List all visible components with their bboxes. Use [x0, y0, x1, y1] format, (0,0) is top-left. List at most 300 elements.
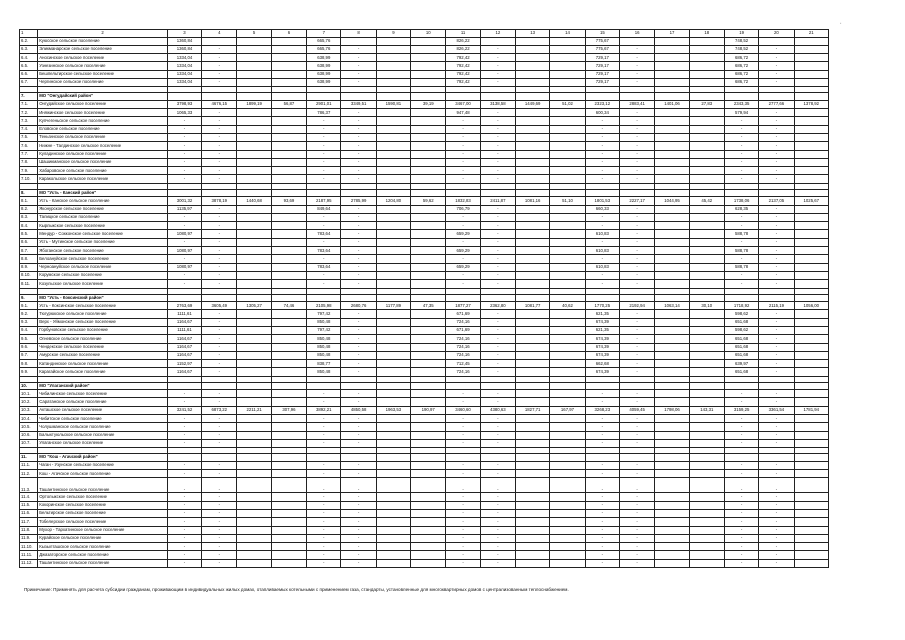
- row-number: 10.1.: [20, 390, 38, 398]
- value-cell: -: [480, 255, 515, 263]
- settlement-name: Горбуновское сельское поселение: [38, 326, 168, 334]
- value-cell: [237, 45, 271, 53]
- value-cell: -: [167, 543, 201, 551]
- value-cell: [794, 390, 828, 398]
- value-cell: [376, 271, 410, 279]
- value-cell: [237, 543, 271, 551]
- value-cell: 775,67: [585, 37, 619, 45]
- value-cell: [689, 263, 724, 271]
- value-cell: [271, 142, 306, 150]
- table-row: [20, 335, 829, 343]
- value-cell: -: [202, 213, 237, 221]
- value-cell: 1738,06: [724, 197, 758, 205]
- value-cell: -: [619, 335, 654, 343]
- column-number: 7: [307, 30, 341, 38]
- value-cell: 1111,61: [167, 310, 201, 318]
- value-cell: -: [724, 518, 758, 526]
- value-cell: -: [202, 431, 237, 439]
- value-cell: [411, 205, 446, 213]
- value-cell: 47,35: [411, 302, 446, 310]
- value-cell: [376, 255, 410, 263]
- value-cell: 1334,04: [167, 62, 201, 70]
- value-cell: [689, 509, 724, 517]
- value-cell: 588,78: [724, 247, 758, 255]
- settlement-name: Мендур - Сокконское сельское поселение: [38, 230, 168, 238]
- settlement-name: Амурское сельское поселение: [38, 351, 168, 359]
- value-cell: [655, 368, 689, 376]
- value-cell: -: [724, 470, 758, 478]
- value-cell: [376, 390, 410, 398]
- settlement-name: Белоануйское сельское поселение: [38, 255, 168, 263]
- column-number: 8: [341, 30, 376, 38]
- value-cell: 1305,27: [237, 302, 271, 310]
- value-cell: 6873,22: [202, 406, 237, 414]
- value-cell: -: [724, 158, 758, 166]
- value-cell: 1590,81: [376, 100, 410, 108]
- empty-cell: [480, 454, 515, 462]
- value-cell: -: [480, 142, 515, 150]
- value-cell: 2105,98: [307, 302, 341, 310]
- value-cell: -: [202, 280, 237, 288]
- settlement-name: Черноануйское сельское поселение: [38, 263, 168, 271]
- row-number: 10.6.: [20, 431, 38, 439]
- value-cell: -: [446, 439, 480, 447]
- value-cell: [550, 222, 585, 230]
- value-cell: [550, 318, 585, 326]
- value-cell: [271, 238, 306, 246]
- empty-cell: [724, 382, 758, 390]
- empty-cell: [619, 189, 654, 197]
- value-cell: [550, 509, 585, 517]
- value-cell: -: [585, 478, 619, 493]
- value-cell: -: [446, 509, 480, 517]
- settlement-name: Саратанское сельское поселение: [38, 398, 168, 406]
- value-cell: -: [446, 398, 480, 406]
- value-cell: -: [307, 526, 341, 534]
- settlement-name: Бешпельтирское сельское поселение: [38, 70, 168, 78]
- value-cell: -: [619, 70, 654, 78]
- value-cell: -: [724, 559, 758, 567]
- value-cell: -: [619, 360, 654, 368]
- value-cell: -: [619, 158, 654, 166]
- value-cell: 4850,58: [341, 406, 376, 414]
- value-cell: -: [759, 78, 794, 86]
- value-cell: -: [585, 158, 619, 166]
- value-cell: -: [307, 125, 341, 133]
- row-number: 9.8.: [20, 360, 38, 368]
- value-cell: [411, 247, 446, 255]
- value-cell: 3138,58: [480, 100, 515, 108]
- value-cell: -: [759, 390, 794, 398]
- value-cell: -: [480, 335, 515, 343]
- value-cell: [411, 351, 446, 359]
- value-cell: [237, 62, 271, 70]
- value-cell: -: [341, 461, 376, 469]
- table-row: [20, 45, 829, 53]
- value-cell: -: [202, 509, 237, 517]
- value-cell: 1204,80: [376, 197, 410, 205]
- value-cell: -: [480, 351, 515, 359]
- value-cell: -: [307, 390, 341, 398]
- value-cell: -: [619, 343, 654, 351]
- value-cell: [411, 222, 446, 230]
- value-cell: 1164,67: [167, 335, 201, 343]
- value-cell: [655, 398, 689, 406]
- value-cell: 797,42: [307, 310, 341, 318]
- value-cell: -: [202, 360, 237, 368]
- value-cell: -: [446, 493, 480, 501]
- value-cell: [271, 54, 306, 62]
- value-cell: -: [480, 415, 515, 423]
- value-cell: [655, 255, 689, 263]
- value-cell: 748,52: [724, 45, 758, 53]
- value-cell: -: [619, 255, 654, 263]
- value-cell: [550, 117, 585, 125]
- value-cell: 190,97: [411, 406, 446, 414]
- value-cell: [550, 133, 585, 141]
- value-cell: 686,72: [724, 54, 758, 62]
- value-cell: -: [759, 158, 794, 166]
- value-cell: -: [480, 551, 515, 559]
- value-cell: [516, 263, 550, 271]
- value-cell: 40,62: [550, 302, 585, 310]
- settlement-name: Куюсское сельское поселение: [38, 37, 168, 45]
- empty-cell: [794, 382, 828, 390]
- value-cell: [689, 255, 724, 263]
- value-cell: [237, 125, 271, 133]
- value-cell: 1781,94: [794, 406, 828, 414]
- value-cell: [550, 423, 585, 431]
- value-cell: [516, 493, 550, 501]
- value-cell: [516, 551, 550, 559]
- empty-cell: [585, 189, 619, 197]
- value-cell: -: [585, 398, 619, 406]
- value-cell: -: [480, 360, 515, 368]
- value-cell: -: [167, 431, 201, 439]
- value-cell: [689, 280, 724, 288]
- value-cell: -: [724, 117, 758, 125]
- value-cell: [411, 470, 446, 478]
- value-cell: -: [480, 493, 515, 501]
- value-cell: -: [724, 255, 758, 263]
- empty-cell: [202, 294, 237, 302]
- value-cell: [376, 247, 410, 255]
- table-row: [20, 150, 829, 158]
- value-cell: -: [759, 431, 794, 439]
- value-cell: [794, 255, 828, 263]
- value-cell: [376, 461, 410, 469]
- value-cell: [655, 335, 689, 343]
- value-cell: [550, 559, 585, 567]
- table-row: [20, 559, 829, 567]
- value-cell: 665,76: [307, 45, 341, 53]
- value-cell: [237, 518, 271, 526]
- row-number: 11.3.: [20, 478, 38, 493]
- value-cell: 51,10: [550, 197, 585, 205]
- value-cell: [655, 158, 689, 166]
- value-cell: -: [759, 213, 794, 221]
- value-cell: -: [341, 343, 376, 351]
- settlement-name: Усть - Мутинское сельское поселение: [38, 238, 168, 246]
- settlement-name: Чолушманское сельское поселение: [38, 423, 168, 431]
- value-cell: -: [480, 559, 515, 567]
- value-cell: [794, 238, 828, 246]
- table-row: [20, 263, 829, 271]
- value-cell: [794, 158, 828, 166]
- value-cell: 651,68: [724, 318, 758, 326]
- value-cell: -: [446, 222, 480, 230]
- value-cell: 1135,97: [167, 205, 201, 213]
- empty-cell: [550, 382, 585, 390]
- value-cell: -: [307, 493, 341, 501]
- value-cell: [411, 310, 446, 318]
- settlement-name: Курайское сельское поселение: [38, 534, 168, 542]
- value-cell: [411, 423, 446, 431]
- value-cell: 1440,68: [237, 197, 271, 205]
- value-cell: -: [341, 534, 376, 542]
- value-cell: -: [480, 54, 515, 62]
- value-cell: -: [446, 423, 480, 431]
- value-cell: [271, 62, 306, 70]
- empty-cell: [480, 382, 515, 390]
- value-cell: [271, 423, 306, 431]
- empty-cell: [480, 189, 515, 197]
- value-cell: -: [619, 62, 654, 70]
- value-cell: [376, 351, 410, 359]
- value-cell: -: [759, 493, 794, 501]
- empty-cell: [271, 93, 306, 101]
- value-cell: [689, 551, 724, 559]
- value-cell: -: [167, 213, 201, 221]
- empty-cell: [411, 382, 446, 390]
- table-row: [20, 167, 829, 175]
- value-cell: -: [619, 518, 654, 526]
- value-cell: [237, 360, 271, 368]
- value-cell: [271, 478, 306, 493]
- value-cell: [689, 271, 724, 279]
- value-cell: 3878,19: [202, 197, 237, 205]
- value-cell: 674,39: [585, 368, 619, 376]
- empty-cell: [411, 294, 446, 302]
- value-cell: [689, 351, 724, 359]
- value-cell: [516, 390, 550, 398]
- value-cell: -: [202, 45, 237, 53]
- value-cell: [237, 238, 271, 246]
- table-row: [20, 133, 829, 141]
- value-cell: -: [167, 150, 201, 158]
- settlement-name: Аносинское сельское поселение: [38, 54, 168, 62]
- value-cell: [411, 230, 446, 238]
- value-cell: [794, 326, 828, 334]
- value-cell: [794, 175, 828, 183]
- empty-cell: [585, 294, 619, 302]
- value-cell: 598,62: [724, 310, 758, 318]
- value-cell: -: [759, 238, 794, 246]
- table-row: [20, 543, 829, 551]
- value-cell: -: [585, 150, 619, 158]
- settlement-name: Чаган - Узунское сельское поселение: [38, 461, 168, 469]
- value-cell: [411, 543, 446, 551]
- row-number: 8.7.: [20, 247, 38, 255]
- value-cell: -: [307, 501, 341, 509]
- value-cell: 3605,49: [202, 302, 237, 310]
- value-cell: -: [759, 501, 794, 509]
- value-cell: [655, 78, 689, 86]
- value-cell: 167,97: [550, 406, 585, 414]
- value-cell: -: [759, 280, 794, 288]
- value-cell: 638,99: [307, 62, 341, 70]
- district-title: МО "Онгудайский район": [38, 93, 168, 101]
- value-cell: [237, 167, 271, 175]
- value-cell: 1164,67: [167, 318, 201, 326]
- empty-cell: [271, 382, 306, 390]
- value-cell: [689, 222, 724, 230]
- value-cell: -: [480, 230, 515, 238]
- settlement-name: Корумское сельское поселение: [38, 271, 168, 279]
- value-cell: [411, 37, 446, 45]
- value-cell: [689, 534, 724, 542]
- value-cell: -: [202, 461, 237, 469]
- value-cell: -: [724, 431, 758, 439]
- value-cell: -: [307, 222, 341, 230]
- empty-cell: [689, 294, 724, 302]
- value-cell: -: [202, 133, 237, 141]
- column-number: 6: [271, 30, 306, 38]
- value-cell: -: [341, 351, 376, 359]
- empty-cell: [341, 294, 376, 302]
- row-number: 8.9.: [20, 263, 38, 271]
- value-cell: 638,99: [307, 54, 341, 62]
- value-cell: 1111,61: [167, 326, 201, 334]
- value-cell: -: [446, 534, 480, 542]
- value-cell: -: [202, 78, 237, 86]
- value-cell: 1832,83: [446, 197, 480, 205]
- value-cell: -: [202, 175, 237, 183]
- value-cell: -: [480, 501, 515, 509]
- value-cell: -: [585, 534, 619, 542]
- value-cell: -: [480, 271, 515, 279]
- value-cell: 671,69: [446, 326, 480, 334]
- value-cell: -: [167, 398, 201, 406]
- table-row: [20, 117, 829, 125]
- value-cell: [411, 551, 446, 559]
- value-cell: -: [202, 559, 237, 567]
- value-cell: -: [341, 205, 376, 213]
- empty-cell: [202, 189, 237, 197]
- value-cell: -: [619, 142, 654, 150]
- settlement-name: Огневское сельское поселение: [38, 335, 168, 343]
- value-cell: 1164,67: [167, 351, 201, 359]
- column-number: 10: [411, 30, 446, 38]
- value-cell: 2211,21: [237, 406, 271, 414]
- value-cell: [202, 37, 237, 45]
- value-cell: -: [341, 117, 376, 125]
- district-number: 10.: [20, 382, 38, 390]
- value-cell: [689, 70, 724, 78]
- empty-cell: [341, 382, 376, 390]
- value-cell: [655, 133, 689, 141]
- value-cell: -: [759, 222, 794, 230]
- table-row: [20, 351, 829, 359]
- value-cell: [550, 501, 585, 509]
- value-cell: -: [202, 109, 237, 117]
- corner-mark: ‧: [840, 21, 842, 27]
- value-cell: [655, 37, 689, 45]
- value-cell: [794, 509, 828, 517]
- value-cell: [550, 518, 585, 526]
- value-cell: -: [619, 423, 654, 431]
- value-cell: -: [724, 133, 758, 141]
- value-cell: 1401,06: [655, 100, 689, 108]
- row-number: 7.8.: [20, 158, 38, 166]
- value-cell: [516, 109, 550, 117]
- value-cell: 786,37: [307, 109, 341, 117]
- value-cell: 1164,67: [167, 343, 201, 351]
- value-cell: -: [341, 133, 376, 141]
- value-cell: [655, 439, 689, 447]
- value-cell: -: [202, 70, 237, 78]
- value-cell: -: [307, 398, 341, 406]
- value-cell: -: [619, 318, 654, 326]
- value-cell: [237, 368, 271, 376]
- value-cell: [237, 415, 271, 423]
- value-cell: [550, 326, 585, 334]
- value-cell: -: [480, 158, 515, 166]
- value-cell: [237, 431, 271, 439]
- value-cell: [237, 534, 271, 542]
- value-cell: 4676,15: [202, 100, 237, 108]
- value-cell: -: [341, 335, 376, 343]
- value-cell: 1063,14: [655, 302, 689, 310]
- table-row: [20, 390, 829, 398]
- value-cell: [271, 263, 306, 271]
- empty-cell: [446, 93, 480, 101]
- value-cell: [550, 470, 585, 478]
- value-cell: -: [585, 461, 619, 469]
- value-cell: 724,16: [446, 335, 480, 343]
- value-cell: [271, 222, 306, 230]
- value-cell: [480, 37, 515, 45]
- value-cell: -: [759, 230, 794, 238]
- value-cell: [271, 230, 306, 238]
- value-cell: [237, 423, 271, 431]
- value-cell: [237, 109, 271, 117]
- value-cell: [794, 37, 828, 45]
- value-cell: -: [202, 543, 237, 551]
- value-cell: [550, 271, 585, 279]
- row-number: 10.7.: [20, 439, 38, 447]
- value-cell: -: [341, 390, 376, 398]
- value-cell: [550, 230, 585, 238]
- value-cell: 659,29: [446, 230, 480, 238]
- empty-cell: [376, 454, 410, 462]
- value-cell: 2115,19: [759, 302, 794, 310]
- value-cell: 2901,01: [307, 100, 341, 108]
- value-cell: [550, 150, 585, 158]
- value-cell: 3268,23: [585, 406, 619, 414]
- value-cell: -: [724, 526, 758, 534]
- settlement-name: Нижне - Талдинское сельское поселение: [38, 142, 168, 150]
- value-cell: -: [307, 133, 341, 141]
- value-cell: 588,78: [724, 263, 758, 271]
- value-cell: -: [585, 390, 619, 398]
- value-cell: -: [202, 310, 237, 318]
- value-cell: -: [202, 205, 237, 213]
- value-cell: -: [480, 343, 515, 351]
- value-cell: [794, 318, 828, 326]
- value-cell: -: [341, 368, 376, 376]
- row-number: 10.3.: [20, 406, 38, 414]
